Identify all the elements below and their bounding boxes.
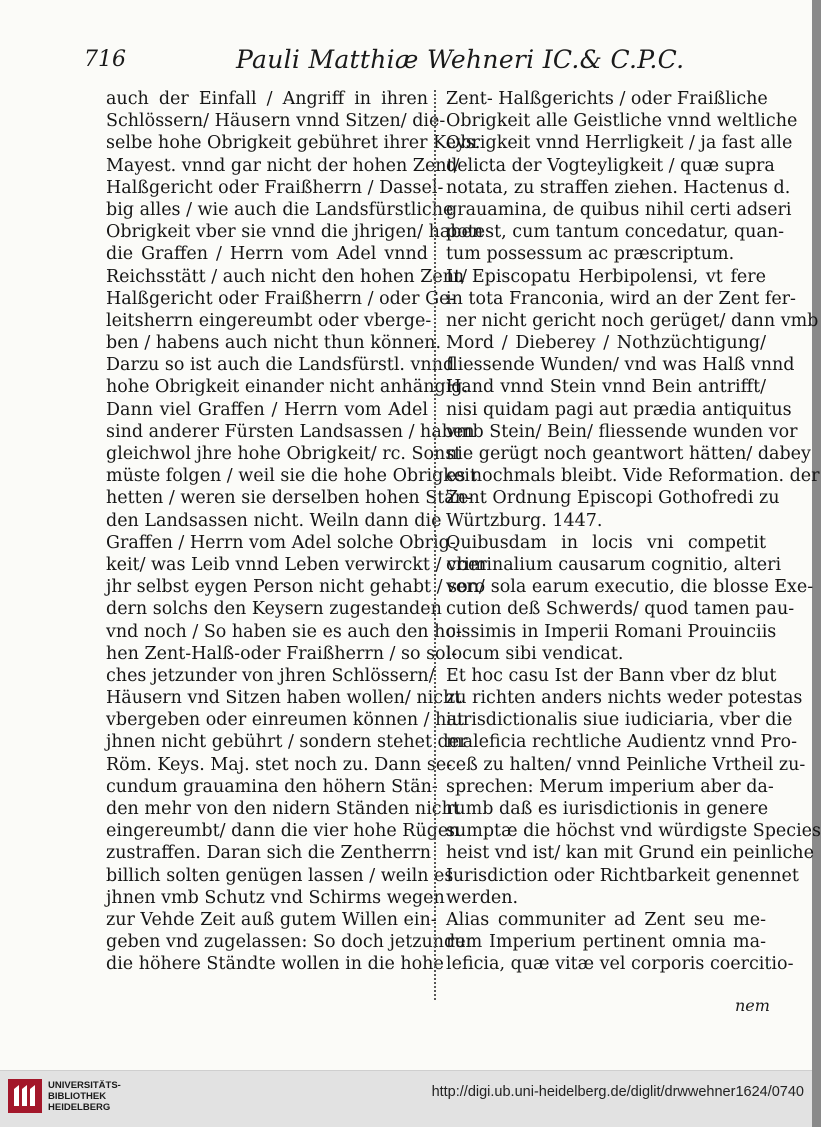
text-line: Darzu so ist auch die Landsfürstl. vnnd: [106, 355, 455, 376]
library-line-2: BIBLIOTHEK: [48, 1091, 107, 1102]
text-line: Reichsstätt / auch nicht den hohen Zent/: [106, 266, 467, 287]
text-line: Graffen / Herrn vom Adel solche Obrig-: [106, 532, 456, 553]
column-divider: [434, 90, 437, 1000]
text-line: Mayest. vnnd gar nicht der hohen Zent/: [106, 155, 460, 176]
text-line: werden.: [446, 887, 519, 908]
text-line: leitsherrn eingereumbt oder vberge-: [106, 310, 432, 331]
text-line: Obrigkeit alle Geistliche vnnd weltliche: [446, 111, 798, 132]
text-line: big alles / wie auch die Landsfürstliche: [106, 199, 454, 220]
text-line: notata, zu straffen ziehen. Hactenus d.: [446, 177, 791, 198]
text-line: vnd noch / So haben sie es auch den ho-: [106, 621, 462, 642]
text-line: jhr selbst eygen Person nicht gehabt / son/: [106, 577, 485, 598]
text-line: cution deß Schwerds/ quod tamen pau-: [446, 599, 795, 620]
text-line: rum Imperium pertinent omnia ma-: [446, 932, 766, 953]
library-line-3: HEIDELBERG: [48, 1102, 111, 1113]
text-line: zu richten anders nichts weder potestas: [446, 688, 803, 709]
source-url-link[interactable]: http://digi.ub.uni-heidelberg.de/diglit/drwwehner1624/0740: [431, 1084, 804, 1100]
text-line: In Episcopatu Herbipolensi, vt fere: [446, 266, 766, 287]
text-line: locum sibi vendicat.: [446, 643, 624, 664]
text-line: Dann viel Graffen / Herrn vom Adel: [106, 399, 428, 420]
text-line: Hand vnnd Stein vnnd Bein antrifft/: [446, 377, 766, 398]
text-line: Würtzburg. 1447.: [446, 510, 603, 531]
text-line: Mord / Dieberey / Nothzüchtigung/: [446, 333, 766, 354]
text-line: maleficia rechtliche Audientz vnnd Pro-: [446, 732, 797, 753]
library-logo-icon: [8, 1079, 42, 1113]
text-line: Obrigkeit vnnd Herrligkeit / ja fast alle: [446, 133, 793, 154]
text-line: Halßgericht oder Fraißherrn / oder Ge-: [106, 288, 456, 309]
text-line: hohe Obrigkeit einander nicht anhängig.: [106, 377, 469, 398]
text-line: tum possessum ac præscriptum.: [446, 244, 735, 265]
text-line: müste folgen / weil sie die hohe Obrigkeit: [106, 466, 477, 487]
text-line: sumptæ die höchst vnd würdigste Species: [446, 821, 821, 842]
text-line: zustraffen. Daran sich die Zentherrn: [106, 843, 431, 864]
text-line: die Graffen / Herrn vom Adel vnnd: [106, 244, 428, 265]
text-line: es nochmals bleibt. Vide Reformation. der: [446, 466, 820, 487]
text-line: heist vnd ist/ kan mit Grund ein peinliche: [446, 843, 814, 864]
text-line: nisi quidam pagi aut prædia antiquitus: [446, 399, 792, 420]
text-line: potest, cum tantum concedatur, quan-: [446, 222, 785, 243]
text-line: in tota Franconia, wird an der Zent fer-: [446, 288, 796, 309]
page-number: 716: [84, 47, 126, 72]
library-line-1: UNIVERSITÄTS-: [48, 1080, 121, 1091]
text-line: vmb Stein/ Bein/ fliessende wunden vor: [446, 421, 798, 442]
text-line: ben / habens auch nicht thun können.: [106, 333, 442, 354]
text-line: jhnen nicht gebührt / sondern stehet der: [106, 732, 468, 753]
text-line: eingereumbt/ dann die vier hohe Rügen: [106, 821, 460, 842]
text-line: Schlössern/ Häusern vnnd Sitzen/ die-: [106, 111, 446, 132]
text-line: sind anderer Fürsten Landsassen / haben: [106, 421, 475, 442]
text-line: vero sola earum executio, die blosse Exe-: [446, 577, 814, 598]
text-line: hetten / weren sie derselben hohen Stän-: [106, 488, 472, 509]
text-line: nie gerügt noch geantwort hätten/ dabey: [446, 444, 811, 464]
text-line: cundum grauamina den höhern Stän-: [106, 776, 438, 797]
text-line: leficia, quæ vitæ vel corporis coercitio-: [446, 954, 794, 975]
catchword: nem: [735, 996, 770, 1015]
text-line: ceß zu halten/ vnnd Peinliche Vrtheil zu-: [446, 754, 806, 775]
text-line: sprechen: Merum imperium aber da-: [446, 776, 774, 797]
text-line: gleichwol jhre hohe Obrigkeit/ rc. Sonst: [106, 444, 462, 464]
text-line: Häusern vnd Sitzen haben wollen/ nicht: [106, 688, 462, 709]
text-line: zur Vehde Zeit auß gutem Willen ein-: [106, 909, 437, 930]
text-line: dern solchs den Keysern zugestanden: [106, 599, 442, 620]
text-line: cissimis in Imperii Romani Prouinciis: [446, 621, 777, 642]
text-line: auch der Einfall / Angriff in ihren: [106, 89, 428, 109]
text-line: Röm. Keys. Maj. stet noch zu. Dann se-: [106, 754, 453, 775]
text-line: Et hoc casu Ist der Bann vber dz blut: [446, 665, 777, 686]
text-line: keit/ was Leib vnnd Leben verwirckt / vber: [106, 554, 487, 575]
text-line: hen Zent-Halß-oder Fraißherrn / so sol-: [106, 643, 458, 664]
text-line: die höhere Ständte wollen in die hohe: [106, 954, 444, 975]
text-line: Iurisdiction oder Richtbarkeit genennet: [446, 865, 799, 886]
text-line: Alias communiter ad Zent seu me-: [446, 909, 766, 930]
right-text-column: [446, 88, 821, 976]
text-line: ches jetzunder von jhren Schlössern/: [106, 665, 435, 686]
text-line: Zent- Halßgerichts / oder Fraißliche: [446, 89, 768, 109]
running-head: Pauli Matthiæ Wehneri IC.& C.P.C.: [236, 45, 685, 74]
text-line: criminalium causarum cognitio, alteri: [446, 554, 782, 575]
text-line: iurisdictionalis siue iudiciaria, vber die: [446, 710, 793, 731]
text-line: Zent Ordnung Episcopi Gothofredi zu: [446, 488, 780, 509]
text-line: den Landsassen nicht. Weiln dann die: [106, 510, 442, 531]
text-line: Halßgericht oder Fraißherrn / Dassel-: [106, 177, 444, 198]
text-line: grauamina, de quibus nihil certi adseri: [446, 199, 792, 220]
text-line: rumb daß es iurisdictionis in genere: [446, 799, 769, 819]
text-line: delicta der Vogteyligkeit / quæ supra: [446, 155, 775, 176]
text-line: geben vnd zugelassen: So doch jetzunder: [106, 932, 474, 953]
text-line: jhnen vmb Schutz vnd Schirms wegen: [106, 887, 445, 908]
library-name: [48, 1080, 121, 1113]
text-line: vbergeben oder einreumen können / hat: [106, 710, 464, 731]
text-line: Obrigkeit vber sie vnnd die jhrigen/ haben: [106, 222, 484, 243]
text-line: billich solten genügen lassen / weiln es: [106, 865, 454, 886]
text-line: selbe hohe Obrigkeit gebühret ihrer Keys.: [106, 133, 481, 154]
text-line: den mehr von den nidern Ständen nicht: [106, 799, 460, 819]
text-line: Quibusdam in locis vni competit: [446, 532, 766, 553]
text-line: fliessende Wunden/ vnd was Halß vnnd: [446, 355, 795, 376]
text-line: ner nicht gericht noch gerüget/ dann vmb: [446, 310, 819, 331]
